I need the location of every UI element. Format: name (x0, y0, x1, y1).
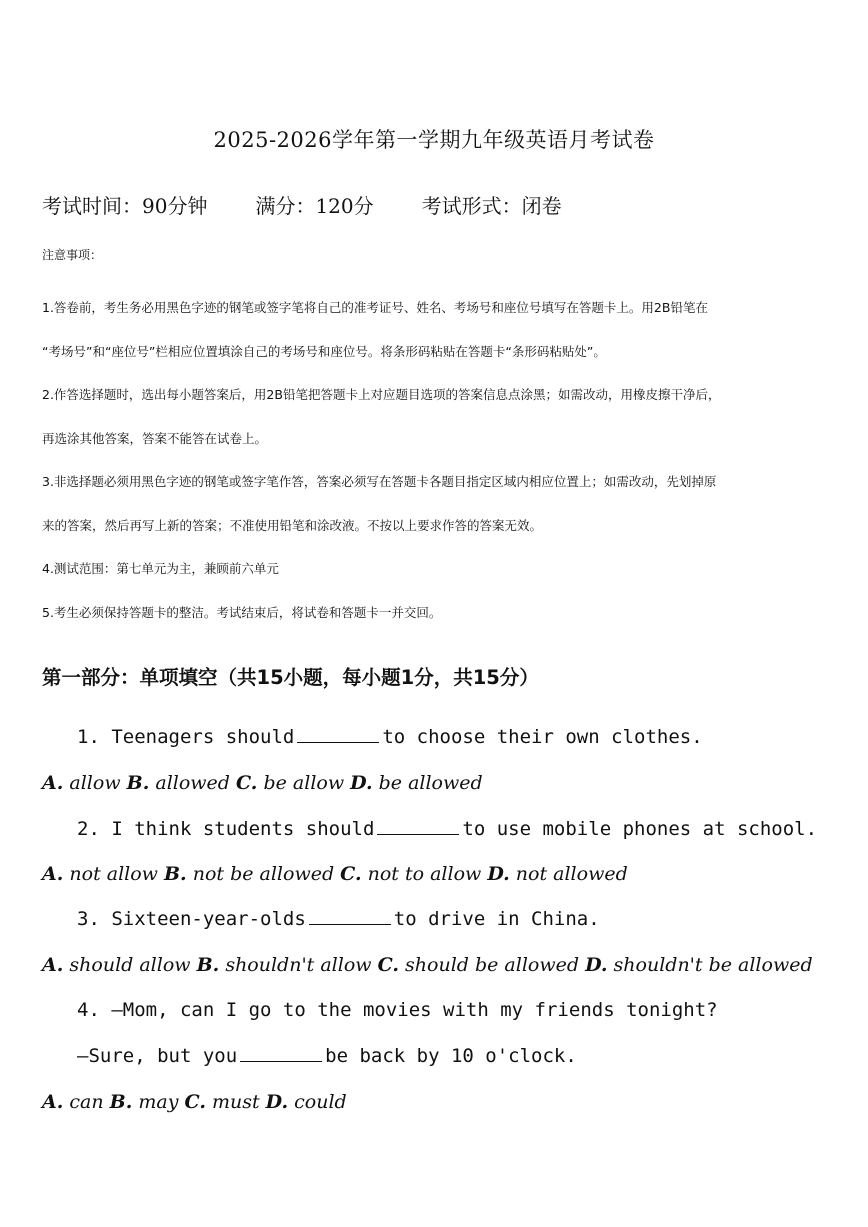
option-text: not to allow (367, 863, 482, 885)
option-letter: B. (109, 1091, 133, 1113)
section-title: 第一部分：单项填空（共15小题，每小题1分，共15分） (42, 666, 539, 689)
answer-blank (240, 1045, 322, 1062)
option-text: be allow (263, 772, 345, 794)
notice-line: 再选涂其他答案，答案不能答在试卷上。 (42, 430, 268, 446)
option-text: can (69, 1091, 104, 1113)
notice-line: 2.作答选择题时，选出每小题答案后，用2B铅笔把答题卡上对应题目选项的答案信息点涂黑；如需改动，用橡皮擦干净后， (42, 387, 721, 402)
question-text: to drive in China. (393, 908, 600, 930)
exam-form: 考试形式：闭卷 (421, 194, 562, 218)
option-text: not allowed (515, 863, 628, 885)
option-text: not be allowed (192, 863, 335, 885)
question-text: to use mobile phones at school. (462, 818, 818, 840)
option-text: shouldn't be allowed (613, 954, 813, 976)
question-text: 2. I think students should (77, 818, 375, 840)
option-text: be allowed (378, 772, 483, 794)
answer-blank (377, 818, 459, 835)
option-letter: C. (340, 863, 362, 885)
exam-title: 2025-2026学年第一学期九年级英语月考试卷 (213, 128, 655, 152)
notice-title: 注意事项： (42, 248, 103, 262)
exam-meta (42, 190, 842, 219)
option-letter: A. (42, 1091, 64, 1113)
option-text: not allow (69, 863, 158, 885)
notice-line: 来的答案，然后再写上新的答案；不准使用铅笔和涂改液。不按以上要求作答的答案无效。 (42, 517, 543, 533)
option-letter: A. (42, 954, 64, 976)
notice-line: 3.非选择题必须用黑色字迹的钢笔或签字笔作答，答案必须写在答题卡各题目指定区域内相应位置上；如需改动，先划掉原 (42, 474, 717, 489)
option-letter: A. (42, 863, 64, 885)
option-letter: B. (126, 772, 150, 794)
option-text: should allow (69, 954, 191, 976)
option-text: must (211, 1091, 260, 1113)
option-letter: C. (184, 1091, 206, 1113)
question-options (42, 863, 628, 885)
question-stem (77, 726, 703, 748)
option-letter: B. (196, 954, 220, 976)
question-text: to choose their own clothes. (382, 726, 703, 748)
question-options (42, 1091, 347, 1113)
question-text: 1. Teenagers should (77, 726, 295, 748)
option-letter: B. (164, 863, 187, 885)
option-letter: A. (42, 772, 64, 794)
answer-blank (309, 908, 391, 925)
notice-line: 1.答卷前，考生务必用黑色字迹的钢笔或签字笔将自己的准考证号、姓名、考场号和座位号填写在答题卡上。用2B铅笔在 (42, 300, 708, 315)
notice-line: 5.考生必须保持答题卡的整洁。考试结束后，将试卷和答题卡一并交回。 (42, 604, 442, 620)
question-options (42, 772, 483, 794)
question-stem (77, 908, 600, 930)
option-text: allow (69, 772, 121, 794)
question-options (42, 954, 813, 976)
option-letter: D. (585, 954, 608, 976)
option-text: could (294, 1091, 347, 1113)
option-letter: C. (236, 772, 258, 794)
notice-line: “考场号”和“座位号”栏相应位置填涂自己的考场号和座位号。将条形码粘贴在答题卡“条形码粘贴处”。 (42, 343, 606, 359)
question-text: be back by 10 o'clock. (325, 1045, 577, 1067)
option-letter: D. (350, 772, 373, 794)
question-stem-reply (77, 1045, 577, 1067)
question-stem: 4. —Mom, can I go to the movies with my friends tonight? (77, 999, 718, 1021)
option-letter: C. (377, 954, 399, 976)
notice-line: 4.测试范围：第七单元为主，兼顾前六单元 (42, 561, 279, 576)
question-text: 3. Sixteen-year-olds (77, 908, 306, 930)
option-text: allowed (155, 772, 230, 794)
option-text: should be allowed (405, 954, 580, 976)
exam-score: 满分：120分 (255, 194, 374, 218)
notice-list (42, 286, 832, 634)
option-text: shouldn't allow (225, 954, 372, 976)
question-stem (77, 818, 817, 840)
option-letter: D. (487, 863, 510, 885)
exam-time: 考试时间：90分钟 (42, 194, 208, 218)
option-text: may (138, 1091, 179, 1113)
answer-blank (297, 726, 379, 743)
question-text: —Sure, but you (77, 1045, 238, 1067)
option-letter: D. (265, 1091, 289, 1113)
